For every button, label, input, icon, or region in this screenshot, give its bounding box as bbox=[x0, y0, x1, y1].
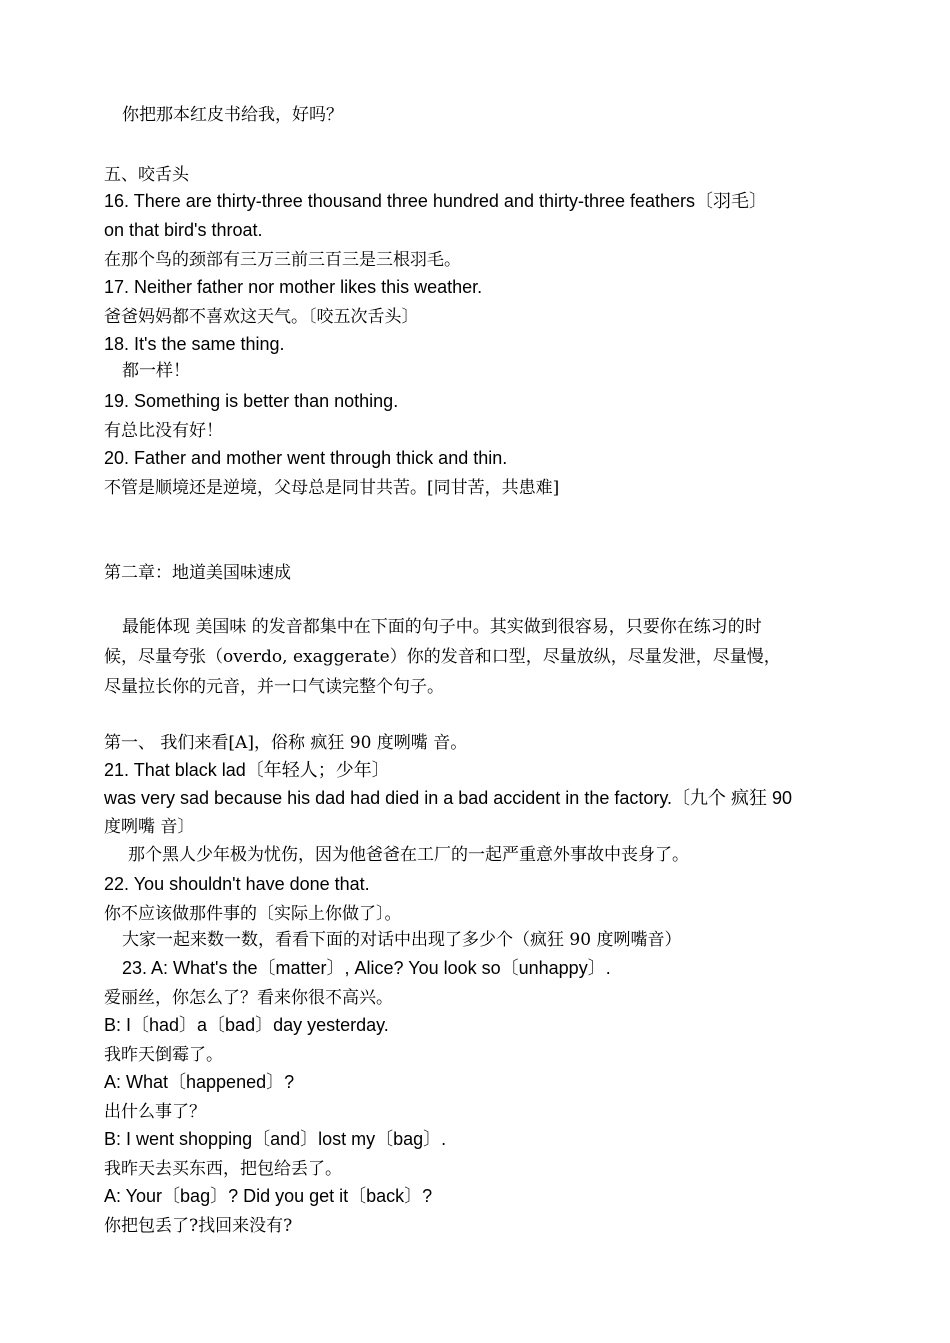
dialogue-line: A: What〔happened〕? bbox=[104, 1072, 295, 1092]
example-sentence: 20. Father and mother went through thick and thin. bbox=[104, 448, 508, 468]
dialogue-line: A: Your〔bag〕? Did you get it〔back〕? bbox=[104, 1186, 433, 1206]
translation: 出什么事了？ bbox=[104, 1102, 206, 1122]
example-sentence: on that bird's throat. bbox=[104, 220, 263, 240]
translation: 不管是顺境还是逆境，父母总是同甘共苦。[同甘苦，共患难] bbox=[104, 478, 560, 498]
translation: 我昨天倒霉了。 bbox=[104, 1045, 223, 1065]
section-heading: 第一、 我们来看[A]，俗称 疯狂 90 度咧嘴 音。 bbox=[104, 733, 468, 753]
paragraph-line: 候，尽量夸张（overdo, exaggerate）你的发音和口型，尽量放纵，尽量发泄，尽量慢， bbox=[104, 647, 781, 667]
translation: 你把包丢了?找回来没有? bbox=[104, 1216, 293, 1236]
dialogue-line: B: I〔had〕a〔bad〕day yesterday. bbox=[104, 1015, 389, 1035]
example-sentence: 17. Neither father nor mother likes this weather. bbox=[104, 277, 483, 297]
translation: 都一样！ bbox=[122, 361, 190, 381]
example-sentence-continued: 度咧嘴 音〕 bbox=[104, 817, 195, 837]
chapter-heading: 第二章：地道美国味速成 bbox=[104, 563, 291, 583]
text-line: 你把那本红皮书给我，好吗？ bbox=[122, 105, 343, 125]
dialogue-line: 23. A: What's the〔matter〕, Alice? You look so〔unhappy〕. bbox=[122, 958, 611, 978]
translation: 在那个鸟的颈部有三万三前三百三是三根羽毛。 bbox=[104, 250, 461, 270]
example-sentence: 21. That black lad〔年轻人；少年〕 bbox=[104, 760, 390, 780]
example-sentence: was very sad because his dad had died in a bad accident in the factory.〔九个 疯狂 90 bbox=[104, 788, 793, 808]
translation: 爸爸妈妈都不喜欢这天气。〔咬五次舌头〕 bbox=[104, 307, 419, 327]
example-sentence: 18. It's the same thing. bbox=[104, 334, 285, 354]
example-sentence: 22. You shouldn't have done that. bbox=[104, 874, 370, 894]
translation: 那个黑人少年极为忧伤，因为他爸爸在工厂的一起严重意外事故中丧身了。 bbox=[128, 845, 689, 865]
example-sentence: 19. Something is better than nothing. bbox=[104, 391, 399, 411]
section-heading: 五、咬舌头 bbox=[104, 165, 189, 185]
translation: 爱丽丝，你怎么了？看来你很不高兴。 bbox=[104, 988, 393, 1008]
translation: 我昨天去买东西，把包给丢了。 bbox=[104, 1159, 342, 1179]
instruction-line: 大家一起来数一数，看看下面的对话中出现了多少个（疯狂 90 度咧嘴音） bbox=[122, 930, 682, 950]
paragraph-line: 尽量拉长你的元音，并一口气读完整个句子。 bbox=[104, 677, 444, 697]
example-sentence: 16. There are thirty-three thousand three hundred and thirty-three feathers〔羽毛〕 bbox=[104, 191, 768, 211]
paragraph-line: 最能体现 美国味 的发音都集中在下面的句子中。其实做到很容易，只要你在练习的时 bbox=[122, 617, 762, 637]
translation: 你不应该做那件事的〔实际上你做了〕。 bbox=[104, 904, 402, 924]
translation: 有总比没有好！ bbox=[104, 421, 223, 441]
dialogue-line: B: I went shopping〔and〕lost my〔bag〕. bbox=[104, 1129, 447, 1149]
